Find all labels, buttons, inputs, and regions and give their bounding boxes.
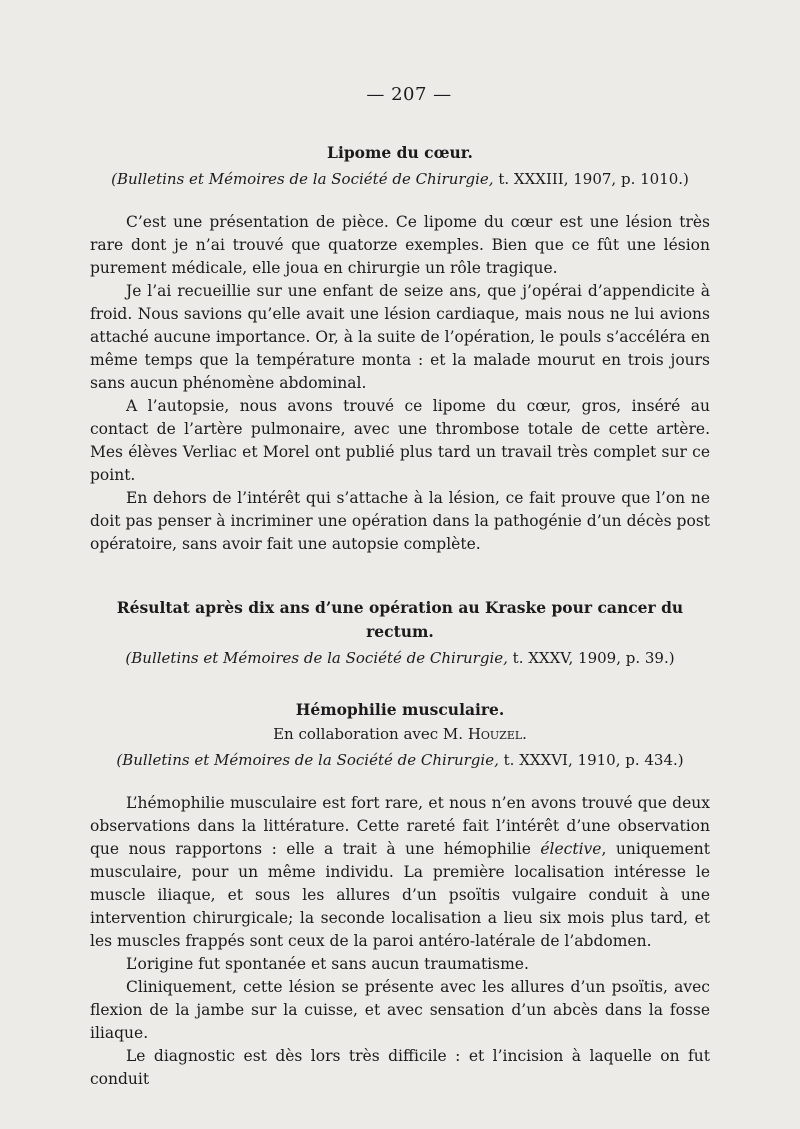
section-body (90, 792, 710, 1091)
paragraph: L’hémophilie musculaire est fort rare, et nous n’en avons trouvé que deux observations dans la littérature. Cette rareté fait l’intérêt d’une observation que nous rapportons : elle a trait à une hémophilie élective, uniquement musculaire, pour un même individu. La première localisation intéresse le muscle iliaque, et sous les allures d’un psoïtis vulgaire conduit à une intervention chirurgicale; la seconde localisation a lieu six mois plus tard, et les muscles frappés sont ceux de la paroi antéro-latérale de l’abdomen. (90, 794, 710, 950)
paragraph: C’est une présentation de pièce. Ce lipome du cœur est une lésion très rare dont je n’ai trouvé que quatorze exemples. Bien que ce fût une lésion purement médicale, elle joua en chirurgie un rôle tragique. (90, 213, 710, 277)
paragraph: A l’autopsie, nous avons trouvé ce lipome du cœur, gros, inséré au contact de l’artère pulmonaire, avec une thrombose totale de cette artère. Mes élèves Verliac et Morel ont publié plus tard un travail très complet sur ce point. (90, 397, 710, 484)
section-title: Résultat après dix ans d’une opération au Kraske pour cancer du rectum. (116, 598, 684, 641)
paragraph: Cliniquement, cette lésion se présente avec les allures d’un psoïtis, avec flexion de la jambe sur la cuisse, et avec sensation d’un abcès dans la fosse iliaque. (90, 978, 710, 1042)
section-kraske (90, 596, 710, 670)
paragraph: L’origine fut spontanée et sans aucun traumatisme. (126, 955, 529, 973)
paragraph: Je l’ai recueillie sur une enfant de seize ans, que j’opérai d’appendicite à froid. Nous savions qu’elle avait une lésion cardiaque, mais nous ne lui avions attaché aucune importance. Or, à la suite de l’opération, le pouls s’accéléra en même temps que la température monta : et la malade mourut en trois jours sans aucun phénomène abdominal. (90, 282, 710, 392)
section-hemophilie (90, 698, 710, 1091)
paragraph: Le diagnostic est dès lors très difficile : et l’incision à laquelle on fut conduit (90, 1047, 710, 1088)
section-title: Lipome du cœur. (327, 143, 473, 162)
section-title: Hémophilie musculaire. (295, 700, 505, 719)
collaborator-name: Houzel. (467, 725, 527, 743)
section-lipome (90, 141, 710, 556)
page-number: — 207 — (366, 84, 452, 105)
bibliographic-reference: (Bulletins et Mémoires de la Société de Chirurgie, t. XXXVI, 1910, p. 434.) (116, 751, 684, 769)
paragraph: En dehors de l’intérêt qui s’attache à la lésion, ce fait prouve que l’on ne doit pas penser à incriminer une opération dans la pathogénie d’un décès post opératoire, sans avoir fait une autopsie complète. (90, 489, 710, 553)
bibliographic-reference: (Bulletins et Mémoires de la Société de Chirurgie, t. XXXIII, 1907, p. 1010.) (111, 170, 689, 188)
collaboration-line: En collaboration avec M. Houzel. (273, 725, 527, 743)
bibliographic-reference: (Bulletins et Mémoires de la Société de Chirurgie, t. XXXV, 1909, p. 39.) (125, 649, 675, 667)
section-body (90, 211, 710, 556)
